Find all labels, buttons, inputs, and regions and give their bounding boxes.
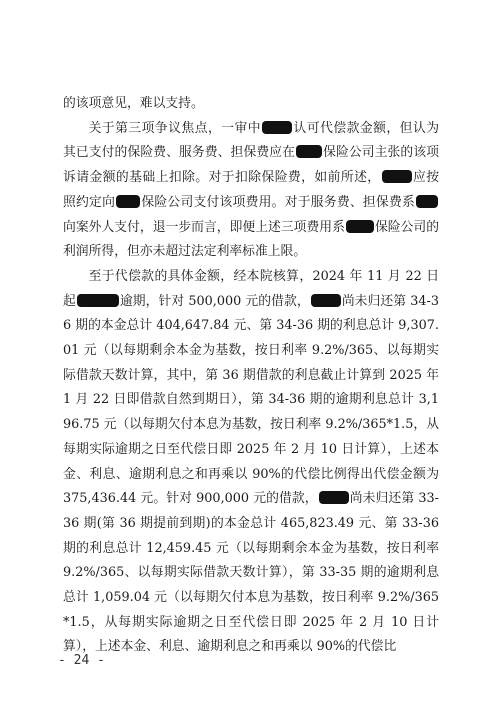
redaction-mark	[319, 491, 349, 504]
paragraph-text: 关于第三项争议焦点，一审中	[88, 120, 262, 136]
paragraph-text: 尚未归还第 34-36 期的本金总计 404,647.84 元、第 34-36 期的利息总计 9,307.01 元（以每期剩余本金为基数，按日利率 9.2%/365、以每期实际借款天数计算，其中，第 36 期借款的利息截止计算到 2025 年 1 月 22 日即借款自然到期日），第 34-36 期的逾期利息总计 3,196.75 元（以每期欠付本息为基数，按日利率 9.2%/365*1.5，从每期实际逾期之日至代偿日即 2025 年 2 月 10 日计算），上述本金、利息、逾期利息之和再乘以 90%的代偿比例得出代偿金额为 375,436.44 元。针对 900,000 元的借款，	[63, 293, 440, 507]
redaction-mark	[382, 170, 412, 183]
paragraph-text: 保险公司的利润所得，但亦未超过法定利率标准上限。	[63, 219, 440, 260]
paragraph	[63, 92, 439, 117]
redaction-mark	[346, 220, 374, 233]
paragraph-text: 至于代偿款的具体金额，经本院核算，2024 年 11 月 22 日起	[63, 268, 439, 309]
paragraph-text: 保险公司支付该项费用。对于服务费、担保费系	[141, 194, 416, 210]
page-number: - 24 -	[58, 653, 105, 668]
paragraph-text: 应按照约定向	[63, 170, 440, 210]
redaction-mark	[77, 294, 119, 307]
redaction-mark	[311, 294, 341, 307]
paragraph-text: 保险公司主张的该项诉请金额的基础上扣除。对于扣除保险费，如前所述，	[63, 145, 440, 186]
paragraph	[63, 265, 439, 660]
paragraph-text: 向案外人支付，退一步而言，即便上述三项费用系	[63, 219, 345, 235]
redaction-mark	[262, 121, 292, 134]
paragraph	[63, 117, 439, 265]
paragraph-text: 逾期，针对 500,000 元的借款，	[119, 293, 310, 309]
redaction-mark	[116, 195, 140, 208]
paragraph-text: 认可代偿款金额，但认为其已支付的保险费、服务费、担保费应在	[63, 120, 440, 161]
redaction-mark	[296, 145, 322, 158]
paragraph-text: 尚未归还第 33-36 期(第 36 期提前到期)的本金总计 465,823.49 元、第 33-36 期的利息总计 12,459.45 元（以每期剩余本金为基数，按日利率 9.2%/365、以每期实际借款天数计算），第 33-35 期的逾期利息总计 1,059.04 元（以每期欠付本息为基数，按日利率 9.2%/365*1.5，从每期实际逾期之日至代偿日即 2025 年 2 月 10 日计算），上述本金、利息、逾期利息之和再乘以 90%的代偿比	[63, 491, 439, 655]
redaction-mark	[416, 195, 438, 208]
paragraph-text: 的该项意见，难以支持。	[63, 96, 204, 111]
judgment-body-text	[63, 92, 439, 660]
